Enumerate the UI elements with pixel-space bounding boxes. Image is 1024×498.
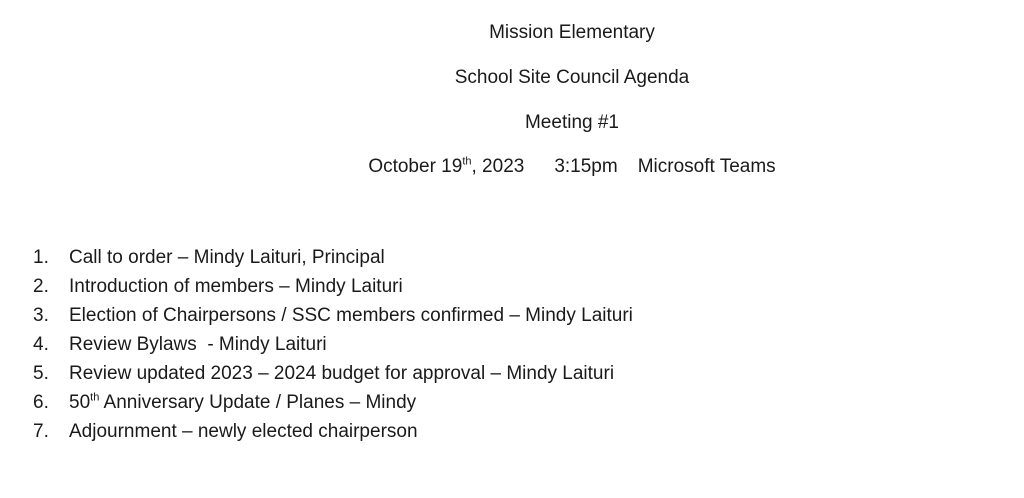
agenda-item-number: 4. [33, 334, 49, 355]
meeting-location: Microsoft Teams [637, 156, 776, 177]
agenda-item-number: 3. [33, 305, 49, 326]
agenda-item-text: Election of Chairpersons / SSC members confirmed – Mindy Laituri [69, 305, 633, 326]
school-name: Mission Elementary [489, 22, 655, 43]
agenda-item-number: 7. [33, 421, 49, 442]
meeting-number: Meeting #1 [524, 112, 619, 133]
agenda-item-text: Adjournment – newly elected chairperson [69, 421, 418, 442]
agenda-item-text: Introduction of members – Mindy Laituri [69, 276, 403, 297]
meeting-date: October 19th, 2023 [368, 155, 525, 177]
agenda-title: School Site Council Agenda [454, 67, 690, 88]
agenda-item-text: Review Bylaws - Mindy Laituri [69, 334, 327, 355]
agenda-item-text: Call to order – Mindy Laituri, Principal [69, 247, 385, 268]
meeting-time: 3:15pm [554, 156, 618, 177]
agenda-item-text: 50th Anniversary Update / Planes – Mindy [69, 391, 417, 413]
agenda-item-number: 2. [33, 276, 49, 297]
agenda-item-number: 6. [33, 392, 49, 413]
agenda-item-number: 1. [33, 247, 49, 268]
agenda-item-number: 5. [33, 363, 49, 384]
agenda-item-text: Review updated 2023 – 2024 budget for approval – Mindy Laituri [69, 363, 615, 384]
meeting-details [0, 155, 1024, 179]
